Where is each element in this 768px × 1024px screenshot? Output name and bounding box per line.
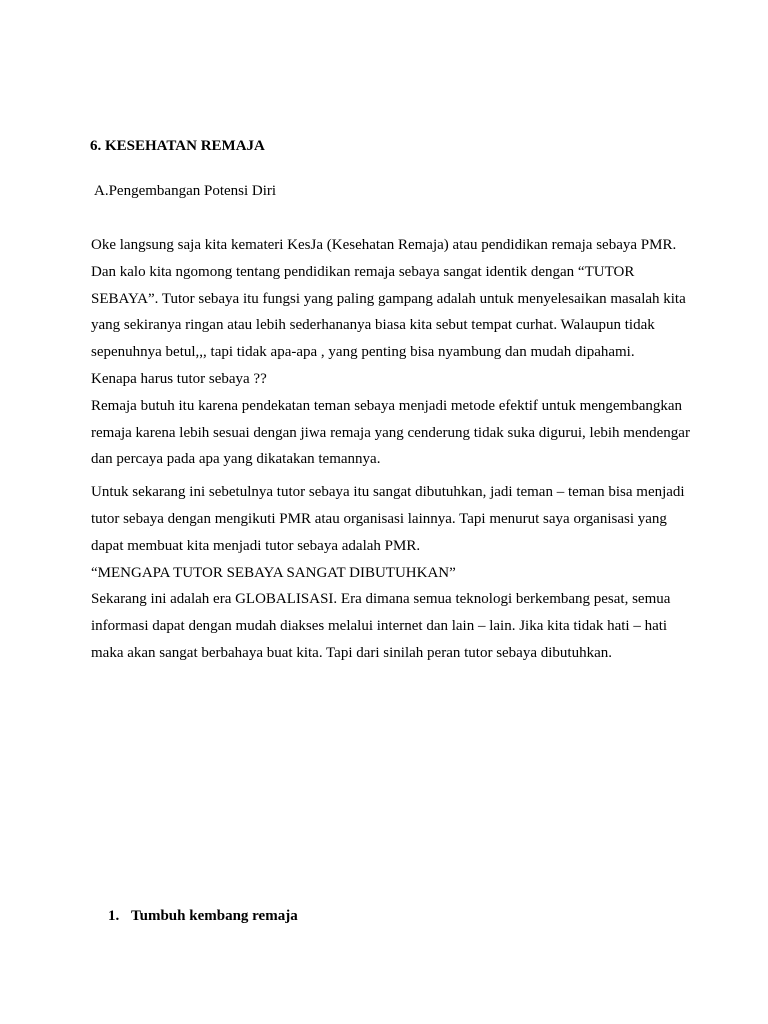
list-number: 1. [108, 908, 120, 924]
paragraph-reason: Remaja butuh itu karena pendekatan teman sebaya menjadi metode efektif untuk mengembangkan remaja karena lebih sesuai dengan jiwa remaja yang cenderung tidak suka digurui, lebih mendengar dan percaya pada apa yang dikatakan temannya. [91, 397, 690, 468]
paragraph-need: Untuk sekarang ini sebetulnya tutor sebaya itu sangat dibutuhkan, jadi teman – teman bisa menjadi tutor sebaya dengan mengikuti PMR atau organisasi lainnya. Tapi menurut saya organisasi yang dapat membuat kita menjadi tutor sebaya adalah PMR. [91, 484, 685, 554]
list-item-text: Tumbuh kembang remaja [131, 908, 298, 924]
subsection-heading: A.Pengembangan Potensi Diri [94, 183, 277, 199]
section-heading: 6. KESEHATAN REMAJA [90, 138, 265, 154]
numbered-list-item [108, 906, 298, 926]
body-text [91, 232, 691, 667]
quote-heading: “MENGAPA TUTOR SEBAYA SANGAT DIBUTUHKAN” [91, 564, 456, 581]
paragraph-intro: Oke langsung saja kita kemateri KesJa (Kesehatan Remaja) atau pendidikan remaja sebaya PMR. Dan kalo kita ngomong tentang pendidikan remaja sebaya sangat identik dengan “TUTOR SEBAYA”. Tutor sebaya itu fungsi yang paling gampang adalah untuk menyelesaikan masalah kita yang sekiranya ringan atau lebih sederhananya biasa kita sebut tempat curhat. Walaupun tidak sepenuhnya betul,,, tapi tidak apa-apa , yang penting bisa nyambung dan mudah dipahami. [91, 237, 686, 361]
question-line: Kenapa harus tutor sebaya ?? [91, 370, 267, 387]
paragraph-globalization: Sekarang ini adalah era GLOBALISASI. Era dimana semua teknologi berkembang pesat, semua informasi dapat dengan mudah diakses melalui internet dan lain – lain. Jika kita tidak hati – hati maka akan sangat berbahaya buat kita. Tapi dari sinilah peran tutor sebaya dibutuhkan. [91, 591, 671, 661]
